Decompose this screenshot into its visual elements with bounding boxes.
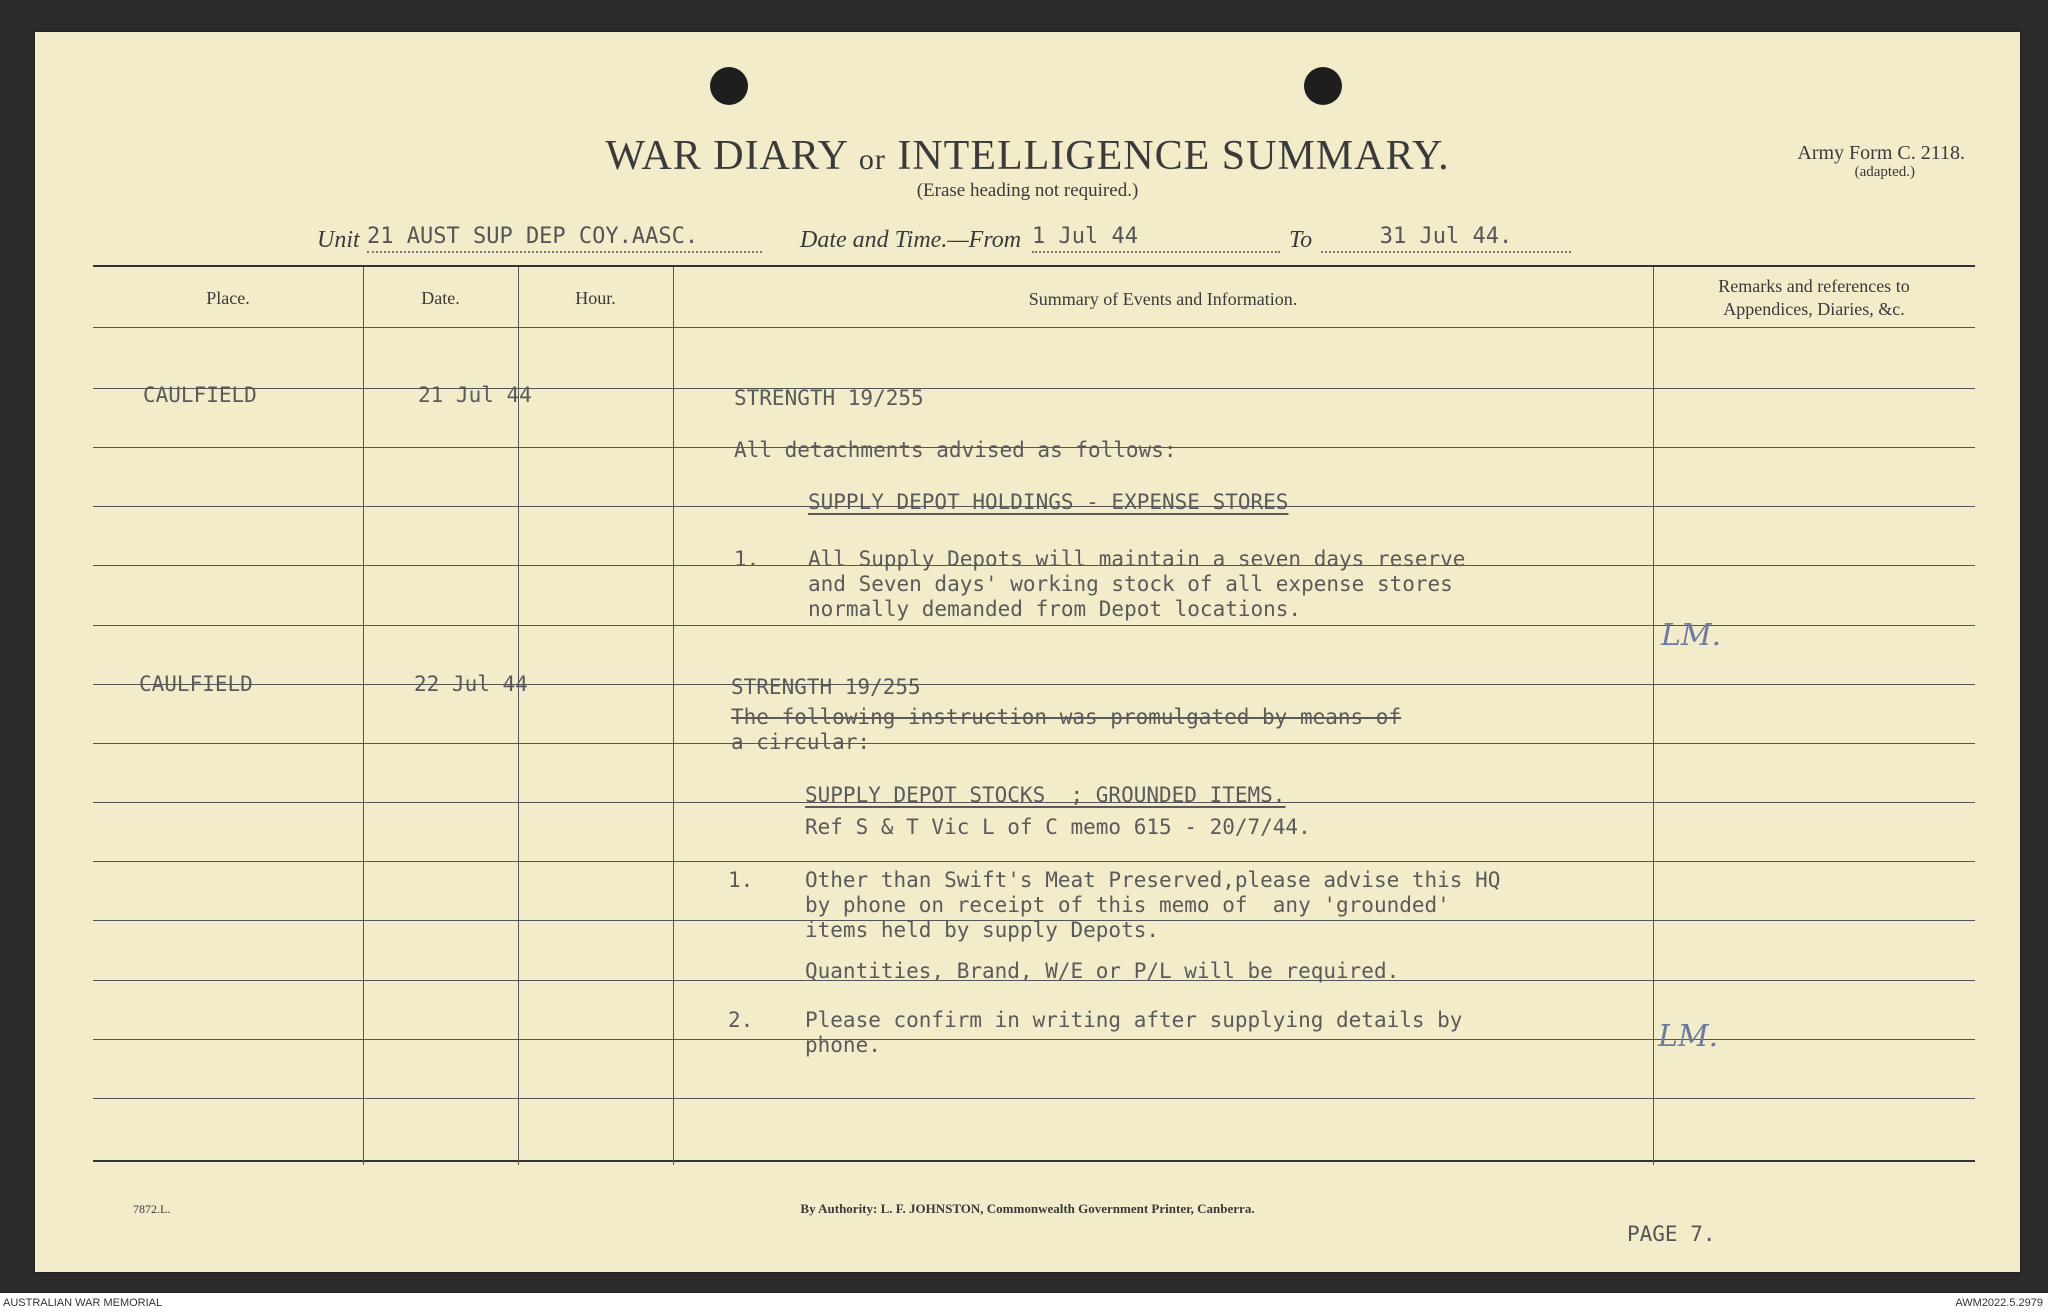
header-summary: Summary of Events and Information. [1028,289,1298,309]
page-number: PAGE 7. [1627,1222,1716,1246]
footer-institution: AUSTRALIAN WAR MEMORIAL [3,1297,163,1309]
entry1-heading: SUPPLY DEPOT HOLDINGS - EXPENSE STORES [808,490,1289,514]
entry2-item1-number: 1. [728,868,754,892]
row-rule [93,743,1975,744]
entry2-initials: LM. [1658,1019,1719,1054]
army-form-label [1797,142,1965,181]
entry1-line3: normally demanded from Depot locations. [808,597,1302,621]
header-rule [93,327,1975,328]
unit-value: 21 AUST SUP DEP COY.AASC. [367,224,762,253]
from-value: 1 Jul 44 [1032,224,1280,253]
entry1-line1: All Supply Depots will maintain a seven days reserve [808,547,1466,571]
date-time-label: Date and Time.—From [800,227,1022,253]
row-rule [93,684,1975,685]
row-rule [93,388,1975,389]
entry2-quantities: Quantities, Brand, W/E or P/L will be required. [805,959,1400,983]
page-subtitle: (Erase heading not required.) [916,180,1139,201]
column-rule [1653,267,1654,1165]
entry1-item-number: 1. [734,547,760,571]
page-title [35,132,2020,180]
entry2-reference: Ref S & T Vic L of C memo 615 - 20/7/44. [805,815,1311,839]
title-or: or [858,143,886,176]
entry2-item1-line1: Other than Swift's Meat Preserved,please advise this HQ [805,868,1501,892]
title-intelligence-summary: INTELLIGENCE SUMMARY. [897,133,1450,179]
entry2-item2-line1: Please confirm in writing after supplying details by [805,1008,1463,1032]
diary-table [93,265,1975,1165]
to-value: 31 Jul 44. [1321,224,1571,253]
entry1-date: 21 Jul 44 [418,383,532,407]
entry2-strength: STRENGTH 19/255 [731,675,921,699]
entry1-place: CAULFIELD [143,383,257,407]
entry2-place: CAULFIELD [139,672,253,696]
column-rule [363,267,364,1165]
header-hour: Hour. [575,288,616,308]
entry2-item2-number: 2. [728,1008,754,1032]
to-label: To [1289,227,1313,253]
entry2-intro-line1: The following instruction was promulgated by means of [731,705,1402,729]
punch-hole [1304,67,1342,105]
entry1-strength: STRENGTH 19/255 [734,386,924,410]
entry1-line2: and Seven days' working stock of all expense stores [808,572,1453,596]
unit-label: Unit [317,227,360,253]
printer-authority: By Authority: L. F. JOHNSTON, Commonwealth Government Printer, Canberra. [800,1201,1255,1216]
entry2-item1-line3: items held by supply Depots. [805,918,1160,942]
entry2-item1-line2: by phone on receipt of this memo of any 'grounded' [805,893,1450,917]
diary-page [35,32,2020,1272]
print-reference: 7872.L. [133,1202,171,1216]
army-form-number: Army Form C. 2118. [1797,142,1965,164]
row-rule [93,861,1975,862]
footer-accession-number: AWM2022.5.2979 [1955,1297,2043,1309]
entry2-heading: SUPPLY DEPOT STOCKS ; GROUNDED ITEMS. [805,783,1286,807]
entry2-intro-line2: a circular: [731,730,871,754]
entry1-advised: All detachments advised as follows: [734,438,1177,462]
header-place: Place. [206,288,250,308]
header-date: Date. [421,288,460,308]
entry1-initials: LM. [1661,618,1722,653]
punch-hole [710,67,748,105]
table-bottom-rule [93,1160,1975,1162]
entry2-date: 22 Jul 44 [414,672,528,696]
entry2-item2-line2: phone. [805,1033,881,1057]
column-rule [673,267,674,1165]
table-top-rule [93,265,1975,267]
army-form-adapted: (adapted.) [1854,164,1915,180]
header-remarks: Remarks and references to Appendices, Diaries, &c. [1718,276,1910,319]
title-war-diary: WAR DIARY [605,133,848,179]
archive-footer [0,1293,2048,1315]
row-rule [93,1098,1975,1099]
